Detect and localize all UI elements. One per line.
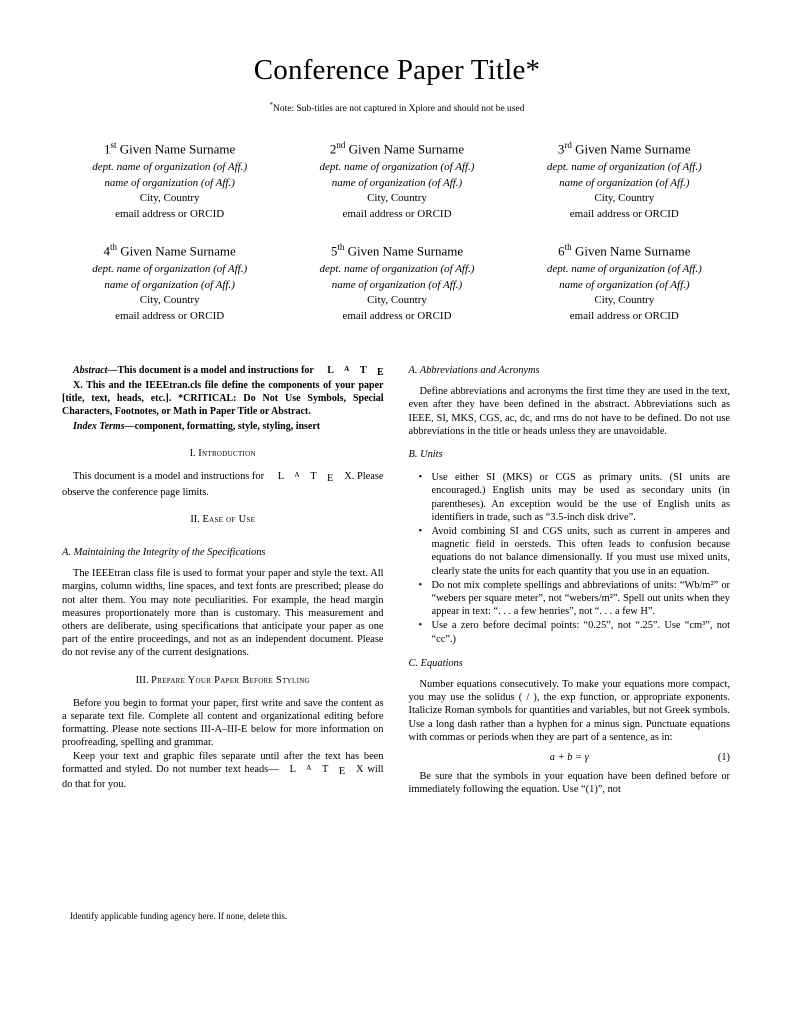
equation-1 [409, 751, 731, 764]
author-dept: dept. name of organization (of Aff.) [319, 161, 475, 174]
author-city: City, Country [594, 294, 655, 307]
author-org: name of organization (of Aff.) [104, 176, 235, 189]
author-dept: dept. name of organization (of Aff.) [546, 263, 702, 276]
subsection-heading-maintaining-integrity: A. Maintaining the Integrity of the Specifications [62, 546, 266, 558]
latex-logo: L A T E X [289, 762, 364, 777]
right-column [409, 364, 731, 936]
title-note-marker: * [269, 101, 274, 109]
subsection-heading-abbreviations: A. Abbreviations and Acronyms [408, 364, 540, 376]
left-column [62, 364, 384, 936]
paper-title: Conference Paper Title* [253, 54, 541, 86]
author-block-1 [62, 140, 277, 222]
author-block-6 [517, 242, 732, 324]
author-org: name of organization (of Aff.) [331, 278, 463, 291]
units-bullet-4: • Use a zero before decimal points: “0.25”, not “.25”. Use “cm³”, not “cc”.) [432, 619, 731, 645]
author-block-5 [289, 242, 504, 324]
author-dept: dept. name of organization (of Aff.) [92, 263, 248, 276]
author-dept: dept. name of organization (of Aff.) [92, 161, 248, 174]
author-city: City, Country [367, 192, 427, 205]
author-block-3 [517, 140, 732, 222]
units-bullet-2: • Avoid combining SI and CGS units, such as current in amperes and magnetic field in oersteds. This often leads to confusion because equations do not balance dimensionally. If you must use mixed units, clearly state the units for each quantity that you use in an equation. [432, 525, 731, 578]
author-org: name of organization (of Aff.) [104, 278, 235, 291]
author-block-2 [289, 140, 504, 222]
latex-logo: L A T EX [73, 364, 384, 391]
author-city: City, Country [594, 192, 655, 205]
section-heading-introduction: I. Introduction [189, 447, 256, 459]
abbreviations-paragraph: Define abbreviations and acronyms the first time they are used in the text, even after they have been defined in the abstract. Abbreviations such as IEEE, SI, MKS, CGS, ac, dc, and rms do not have to be defined. Do not use abbreviations in the title or heads unless they are unavoidable. [408, 386, 730, 437]
author-dept: dept. name of organization (of Aff.) [546, 161, 702, 174]
prepare-paragraph-2: Keep your text and graphic files separate until after the text has been formatted and styled. Do not number text heads— L A T E X will do that for you. [62, 750, 384, 791]
author-org: name of organization (of Aff.) [559, 278, 690, 291]
funding-footnote: Identify applicable funding agency here. If none, delete this. [70, 910, 288, 921]
author-email: email address or ORCID [342, 309, 452, 322]
author-name: 6th Given Name Surname [558, 242, 691, 259]
author-email: email address or ORCID [569, 207, 679, 220]
prepare-paragraph-1: Before you begin to format your paper, first write and save the content as a separate text file. Complete all content and organizational editing before formatting. Please note sections III-A–III-E below for more information on proofreading, spelling and grammar. [62, 697, 384, 749]
author-name: 2nd Given Name Surname [329, 140, 465, 157]
author-email: email address or ORCID [115, 207, 225, 220]
equation-number: (1) [717, 752, 730, 764]
intro-paragraph: This document is a model and instructions for L A T E X. Please observe the conference page limits. [62, 470, 384, 498]
index-terms-label: Index Terms— [73, 420, 135, 432]
section-heading-ease-of-use: II. Ease of Use [190, 513, 256, 525]
units-bullet-1: • Use either SI (MKS) or CGS as primary units. (SI units are encouraged.) English units may be used as secondary units (in parentheses). An exception would be the use of English units as identifiers in trade, such as “3.5-inch disk drive”. [432, 471, 731, 524]
body-columns [62, 364, 732, 936]
author-email: email address or ORCID [115, 309, 225, 322]
authors-grid [62, 140, 732, 324]
author-name: 4th Given Name Surname [103, 242, 236, 259]
title-note-text: Note: Sub-titles are not captured in Xplore and should not be used [273, 104, 525, 115]
author-name: 3rd Given Name Surname [557, 140, 691, 157]
units-list [409, 471, 731, 647]
author-city: City, Country [139, 294, 200, 307]
latex-logo: L A T E X [277, 470, 352, 485]
equations-paragraph-1: Number equations consecutively. To make your equations more compact, you may use the solidus ( / ), the exp function, or appropriate exponents. Italicize Roman symbols for quantities and variables, but not Greek symbols. Use a long dash rather than a hyphen for a minus sign. Punctuate equations with commas or periods when they are part of a sentence, as in: [408, 679, 730, 743]
equations-paragraph-2: Be sure that the symbols in your equation have been defined before or immediately following the equation. Use “(1)”, not [408, 771, 730, 796]
section-heading-prepare-paper: III. Prepare Your Paper Before Styling [135, 674, 310, 686]
author-name: 1st Given Name Surname [104, 140, 236, 157]
author-dept: dept. name of organization (of Aff.) [319, 263, 475, 276]
abstract: Abstract—This document is a model and instructions for L A T EX. This and the IEEEtran.cls file define the components of your paper [title, text, heads, etc.]. *CRITICAL: Do Not Use Symbols, Special Characters, Footnotes, or Math in Paper Title or Abstract. [62, 364, 384, 417]
title-note [62, 101, 732, 114]
author-city: City, Country [367, 294, 427, 307]
subsection-heading-units: B. Units [408, 448, 443, 460]
author-email: email address or ORCID [342, 207, 452, 220]
author-name: 5th Given Name Surname [330, 242, 464, 259]
author-city: City, Country [139, 192, 200, 205]
abstract-label: Abstract— [73, 364, 118, 376]
subsection-heading-equations: C. Equations [408, 657, 463, 669]
maintaining-paragraph: The IEEEtran class file is used to format your paper and style the text. All margins, column widths, line spaces, and text fonts are prescribed; please do not alter them. You may note peculiarities. For example, the head margin measures proportionately more than is customary. This measurement and others are deliberate, using specifications that anticipate your paper as one part of the entire proceedings, and not as an independent document. Please do not revise any of the current designations. [62, 568, 384, 659]
index-terms: Index Terms—component, formatting, style, styling, insert [73, 420, 321, 432]
equation-formula: a + b = γ [549, 752, 589, 764]
author-org: name of organization (of Aff.) [331, 176, 463, 189]
units-bullet-3: • Do not mix complete spellings and abbreviations of units: “Wb/m²” or “webers per square meter”, not “webers/m²”. Spell out units when they appear in text: “. . . a few henries”, not “. . . a few H”. [432, 579, 731, 619]
author-email: email address or ORCID [569, 309, 679, 322]
author-org: name of organization (of Aff.) [559, 176, 690, 189]
author-block-4 [62, 242, 277, 324]
